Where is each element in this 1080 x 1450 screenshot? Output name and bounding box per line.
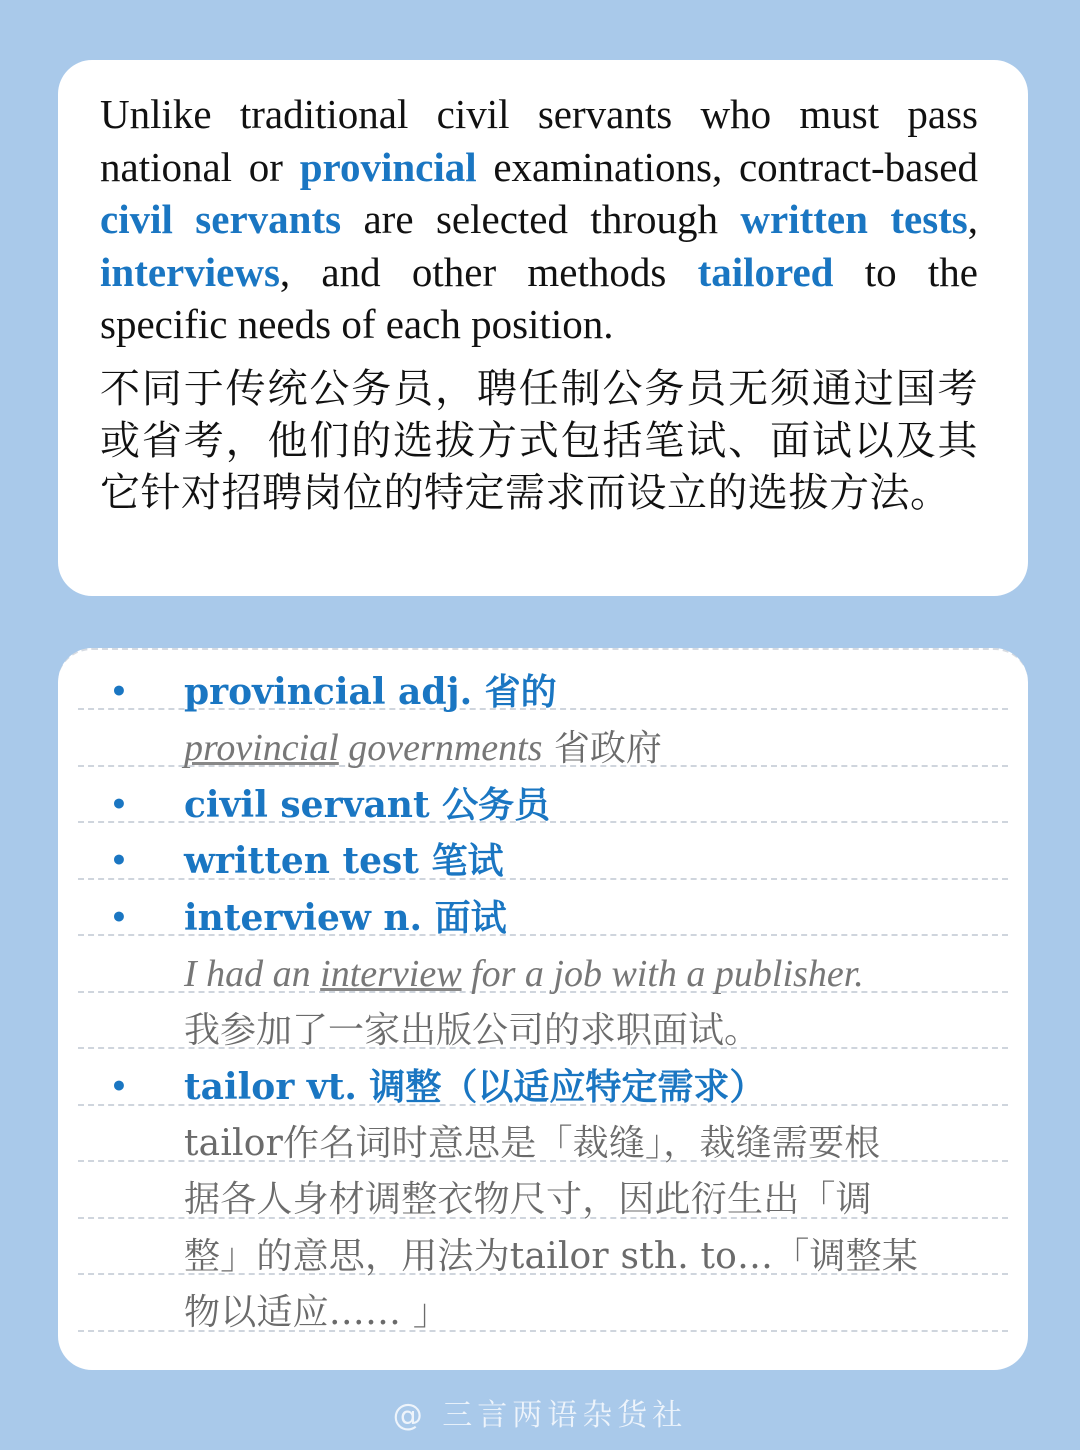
example-provincial — [78, 720, 1008, 776]
chinese-translation: 不同于传统公务员，聘任制公务员无须通过国考或省考，他们的选拔方式包括笔试、面试以及其它针对招聘岗位的特定需求而设立的选拔方法。 — [100, 365, 978, 516]
vocab-term: tailor vt. 调整（以适应特定需求） — [184, 1066, 766, 1108]
example-keyword: provincial — [184, 727, 339, 769]
bullet-icon: • — [110, 844, 128, 877]
highlighted-term: written tests — [740, 196, 968, 242]
bullet-icon: • — [110, 788, 128, 821]
english-passage — [100, 88, 978, 351]
example-text: for a job with a publisher. — [461, 953, 864, 995]
passage-text: to the specific needs of each position. — [100, 248, 978, 347]
tailor-note-line: 据各人身材调整衣物尺寸，因此衍生出「调 — [184, 1179, 872, 1220]
passage-text: are selected through — [341, 196, 741, 242]
example-text: I had an — [184, 953, 321, 995]
vocab-item-interview — [78, 890, 1008, 946]
vocab-term: provincial adj. 省的 — [184, 671, 557, 713]
tailor-note-line: tailor作名词时意思是「裁缝」，裁缝需要根 — [184, 1123, 881, 1164]
vocab-item-provincial — [78, 664, 1008, 720]
bullet-icon: • — [110, 1070, 128, 1103]
vocab-item-written-test — [78, 833, 1008, 889]
highlighted-term: tailored — [697, 248, 834, 295]
tailor-note-line: 物以适应…… 」 — [184, 1292, 450, 1333]
highlighted-term: civil servants — [100, 196, 342, 242]
vocab-item-tailor — [78, 1059, 1008, 1115]
highlighted-term: interviews — [100, 248, 280, 295]
example-keyword: interview — [320, 953, 462, 995]
highlighted-term: provincial — [299, 143, 477, 190]
example-translation: 我参加了一家出版公司的求职面试。 — [184, 1010, 761, 1051]
passage-card — [58, 60, 1028, 596]
passage-text: Unlike traditional civil servants who must pass national or — [100, 91, 978, 190]
vocab-term: written test 笔试 — [184, 840, 504, 882]
watermark: @ 三言两语杂货社 — [392, 1398, 688, 1433]
example-translation: 省政府 — [542, 728, 662, 769]
example-interview-zh — [78, 1003, 1008, 1059]
passage-text: , — [967, 196, 979, 242]
example-text: governments — [338, 727, 543, 769]
bullet-icon: • — [110, 675, 128, 708]
vocab-item-civil-servant — [78, 777, 1008, 833]
passage-text: , and other methods — [279, 248, 698, 295]
bullet-icon: • — [110, 901, 128, 934]
vocab-term: interview n. 面试 — [184, 897, 507, 939]
example-interview-en — [78, 946, 1008, 1002]
tailor-note-line: 整」的意思，用法为tailor sth. to…「调整某 — [184, 1236, 919, 1277]
vocabulary-card — [58, 648, 1028, 1370]
passage-text: examinations, contract-based — [476, 143, 978, 190]
ruled-lines — [78, 650, 1008, 1370]
vocab-term: civil servant 公务员 — [184, 784, 551, 826]
